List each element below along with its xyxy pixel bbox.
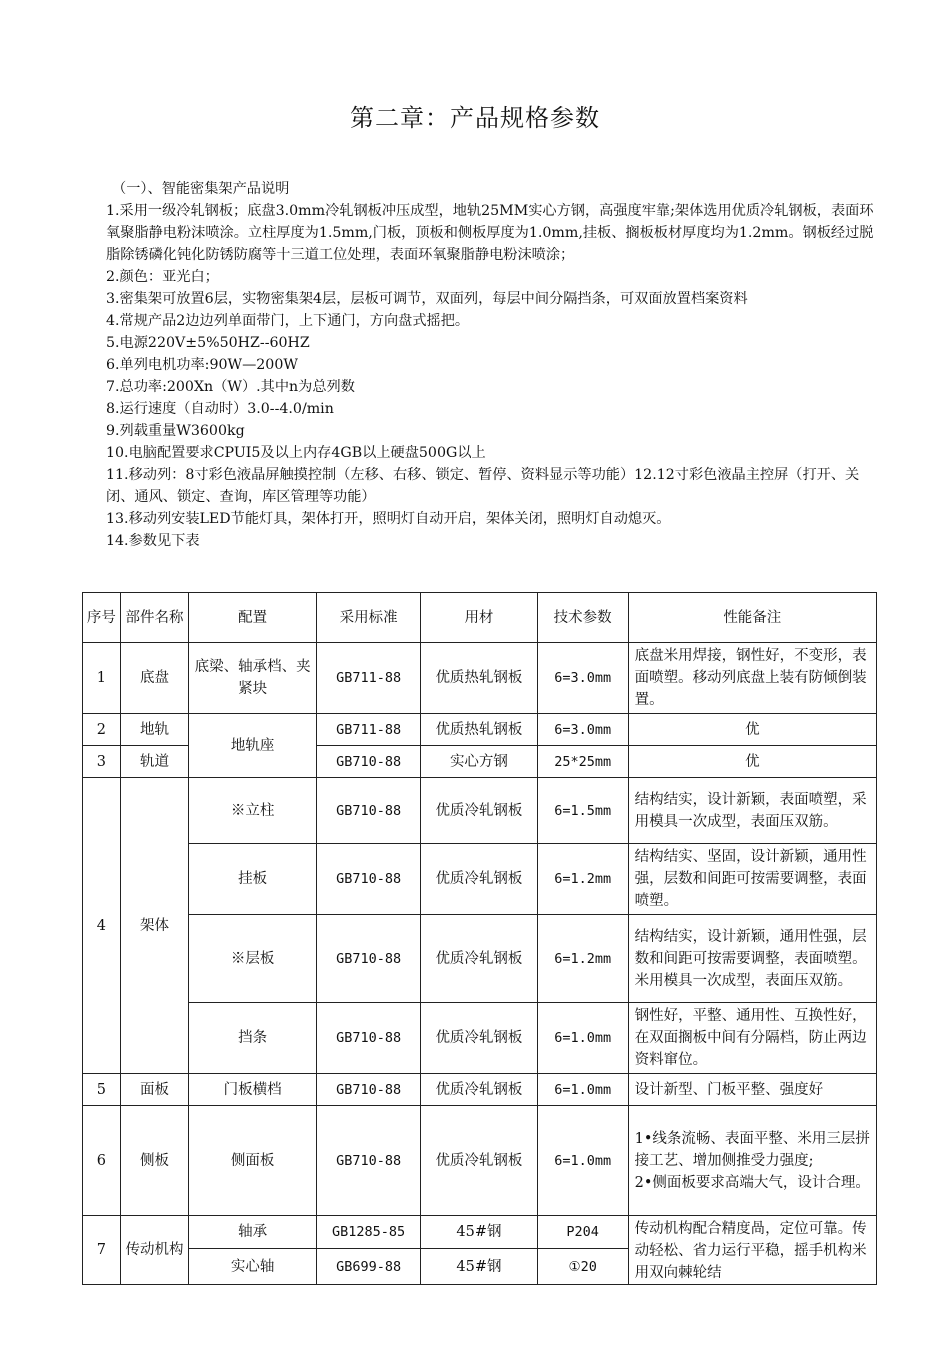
list-item: 13.移动列安装LED节能灯具，架体打开，照明灯自动开启，架体关闭，照明灯自动熄灭。 [106, 511, 671, 527]
table-row [83, 915, 877, 1003]
config-cell: 挡条 [189, 1003, 317, 1074]
table-row [83, 1074, 877, 1106]
header-cell: 性能备注 [628, 593, 876, 643]
config-cell: 侧面板 [189, 1106, 317, 1216]
list-item: 5.电源220V±5%50HZ--60HZ [106, 335, 310, 351]
header-cell: 序号 [83, 593, 121, 643]
table-row [83, 714, 877, 746]
table-row [83, 1216, 877, 1249]
material-cell: 优质冷轧钢板 [421, 915, 537, 1003]
list-item: 14.参数见下表 [106, 533, 200, 549]
part-name: 地轨 [120, 714, 188, 746]
table-row [83, 643, 877, 714]
section-heading: （一）、智能密集架产品说明 [112, 181, 290, 197]
note-cell [628, 1216, 876, 1285]
list-item: 3.密集架可放置6层，实物密集架4层，层板可调节，双面列，每层中间分隔挡条，可双面放置档案资料 [106, 291, 748, 307]
product-description [106, 178, 878, 552]
table-header-row [83, 593, 877, 643]
param-cell: 6=1.0mm [537, 1003, 628, 1074]
param-cell: ①20 [537, 1249, 628, 1285]
part-name: 底盘 [120, 643, 188, 714]
standard-cell: GB1285-85 [316, 1216, 420, 1249]
standard-cell: GB710-88 [316, 778, 420, 844]
table-row [83, 778, 877, 844]
note-cell: 结构结实，设计新颖，通用性强，层数和间距可按需要调整，表面喷塑。米用模具一次成型，表面压双筋。 [628, 915, 876, 1003]
spec-table [82, 592, 877, 1285]
param-cell: 6=1.0mm [537, 1106, 628, 1216]
material-cell: 实心方钢 [421, 746, 537, 778]
part-name: 侧板 [120, 1106, 188, 1216]
config-cell: ※立柱 [189, 778, 317, 844]
row-number: 7 [83, 1216, 121, 1285]
page-title: 第二章：产品规格参数 [350, 104, 600, 132]
table-row [83, 1003, 877, 1074]
standard-cell: GB710-88 [316, 1003, 420, 1074]
list-item: 1.采用一级冷轧钢板；底盘3.0mm冷轧钢板冲压成型，地轨25MM实心方钢，高强度牢靠;架体选用优质冷轧钢板，表面环氧聚脂静电粉沫喷涂。立柱厚度为1.5mm,门板，顶板和侧板厚度为1.0mm,挂板、搁板板材厚度均为1.2mm。钢板经过脱脂除锈磷化钝化防锈防腐等十三道工位处理，表面环氧聚脂静电粉沫喷涂； [106, 203, 874, 263]
part-name: 轨道 [120, 746, 188, 778]
note-cell: 结构结实、坚固，设计新颖，通用性强，层数和间距可按需要调整，表面喷塑。 [628, 844, 876, 915]
row-number: 1 [83, 643, 121, 714]
note-line: 1•线条流畅、表面平整、米用三层拼接工艺、增加侧推受力强度; [634, 1130, 870, 1169]
param-cell: 6=1.2mm [537, 844, 628, 915]
table-row [83, 844, 877, 915]
param-cell: 25*25mm [537, 746, 628, 778]
standard-cell: GB710-88 [316, 1074, 420, 1106]
row-number: 3 [83, 746, 121, 778]
list-item: 7.总功率:200Xn（W）.其中n为总列数 [106, 379, 355, 395]
material-cell: 优质冷轧钢板 [421, 1003, 537, 1074]
param-cell: 6=3.0mm [537, 714, 628, 746]
list-item: 9.列载重量W3600kg [106, 423, 245, 439]
header-cell: 技术参数 [537, 593, 628, 643]
list-item: 4.常规产品2边边列单面带门，上下通门，方向盘式摇把。 [106, 313, 470, 329]
standard-cell: GB711-88 [316, 714, 420, 746]
header-cell: 部件名称 [120, 593, 188, 643]
config-cell: 轴承 [189, 1216, 317, 1249]
list-item: 2.颜色：亚光白； [106, 269, 219, 285]
config-cell: 门板横档 [189, 1074, 317, 1106]
material-cell: 45#钢 [421, 1249, 537, 1285]
param-cell: 6=1.5mm [537, 778, 628, 844]
param-cell: P204 [537, 1216, 628, 1249]
note-cell: 结构结实，设计新颖，表面喷塑，采用模具一次成型，表面压双筋。 [628, 778, 876, 844]
part-name: 架体 [120, 778, 188, 1074]
standard-cell: GB710-88 [316, 746, 420, 778]
part-name: 面板 [120, 1074, 188, 1106]
material-cell: 优质冷轧钢板 [421, 778, 537, 844]
header-cell: 配置 [189, 593, 317, 643]
material-cell: 45#钢 [421, 1216, 537, 1249]
config-cell: ※层板 [189, 915, 317, 1003]
list-item: 11.移动列：8寸彩色液晶屏触摸控制（左移、右移、锁定、暂停、资料显示等功能）12.12寸彩色液晶主控屏（打开、关闭、通风、锁定、查询，库区管理等功能） [106, 467, 860, 505]
note-cell: 底盘米用焊接，钢性好，不变形，表面喷塑。移动列底盘上装有防倾倒装置。 [628, 643, 876, 714]
row-number: 2 [83, 714, 121, 746]
param-cell: 6=1.0mm [537, 1074, 628, 1106]
row-number: 4 [83, 778, 121, 1074]
standard-cell: GB711-88 [316, 643, 420, 714]
config-cell: 实心轴 [189, 1249, 317, 1285]
header-cell: 用材 [421, 593, 537, 643]
note-cell: 优 [628, 714, 876, 746]
row-number: 5 [83, 1074, 121, 1106]
material-cell: 优质冷轧钢板 [421, 844, 537, 915]
part-name: 传动机构 [120, 1216, 188, 1285]
material-cell: 优质冷轧钢板 [421, 1074, 537, 1106]
standard-cell: GB710-88 [316, 915, 420, 1003]
standard-cell: GB710-88 [316, 1106, 420, 1216]
param-cell: 6=3.0mm [537, 643, 628, 714]
list-item: 8.运行速度（自动时）3.0--4.0/min [106, 401, 334, 417]
standard-cell: GB710-88 [316, 844, 420, 915]
header-cell: 采用标准 [316, 593, 420, 643]
note-cell: 钢性好，平整、通用性、互换性好，在双面搁板中间有分隔档，防止两边资料窜位。 [628, 1003, 876, 1074]
material-cell: 优质热轧钢板 [421, 643, 537, 714]
config-cell: 底梁、轴承档、夹紧块 [189, 643, 317, 714]
note-text: 传动机构配合精度咼，定位可靠。传动轻松、省力运行平稳，摇手机构米用双向棘轮结 [634, 1221, 867, 1281]
list-item: 6.单列电机功率:90W—200W [106, 357, 298, 373]
config-cell: 挂板 [189, 844, 317, 915]
material-cell: 优质冷轧钢板 [421, 1106, 537, 1216]
config-cell: 地轨座 [189, 714, 317, 778]
row-number: 6 [83, 1106, 121, 1216]
note-line: 2•侧面板要求高端大气，设计合理。 [634, 1174, 870, 1191]
note-cell: 设计新型、门板平整、强度好 [628, 1074, 876, 1106]
note-cell: 优 [628, 746, 876, 778]
material-cell: 优质热轧钢板 [421, 714, 537, 746]
note-cell [628, 1106, 876, 1216]
param-cell: 6=1.2mm [537, 915, 628, 1003]
table-row [83, 1106, 877, 1216]
list-item: 10.电脑配置要求CPUI5及以上内存4GB以上硬盘500G以上 [106, 445, 486, 461]
standard-cell: GB699-88 [316, 1249, 420, 1285]
